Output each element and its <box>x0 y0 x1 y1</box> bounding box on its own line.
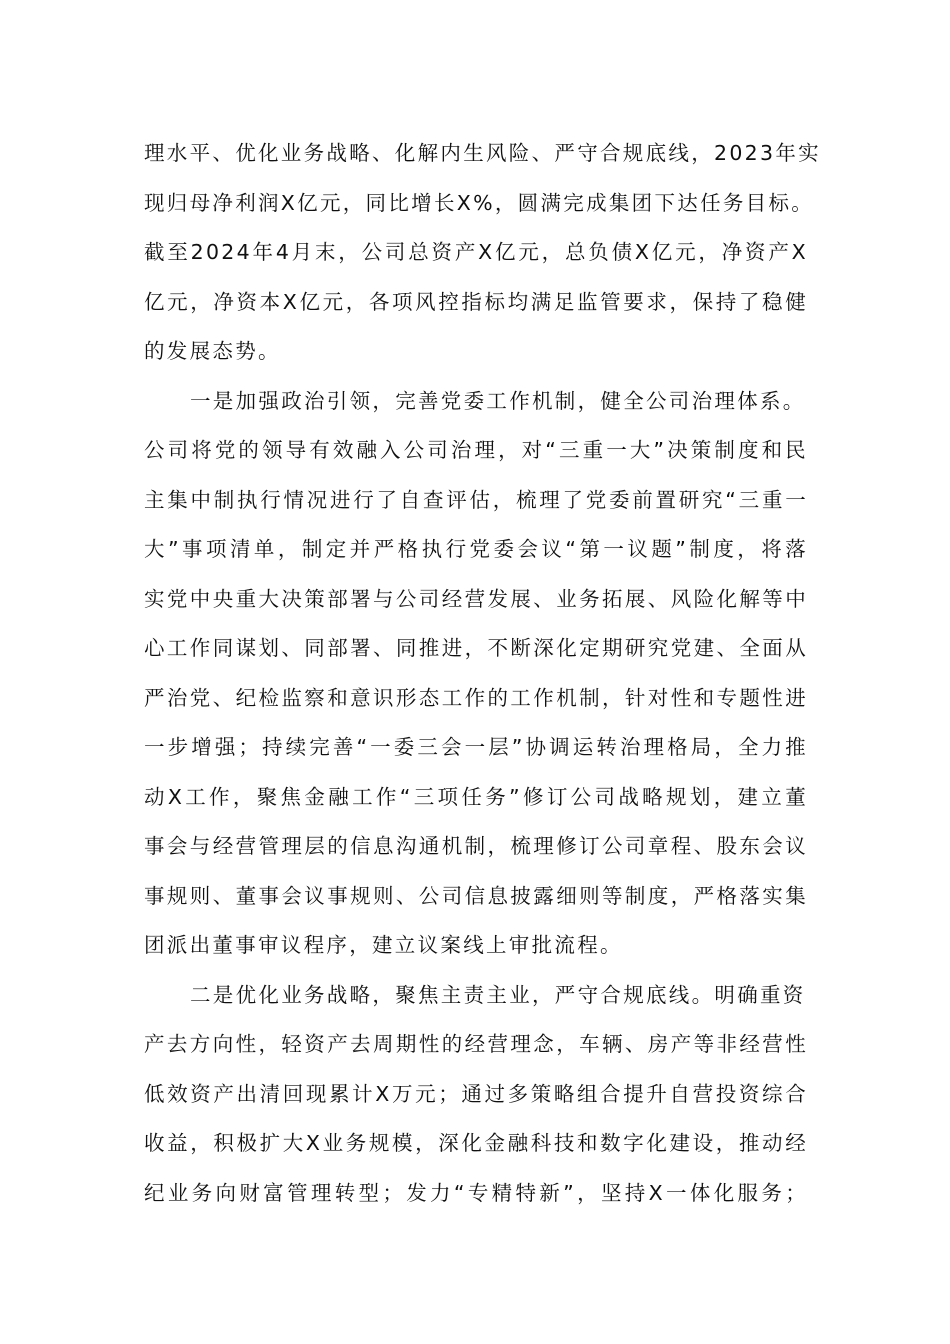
text-line: 严治党、纪检监察和意识形态工作的工作机制，针对性和专题性进 <box>144 686 808 710</box>
text-line: 动X工作，聚焦金融工作“三项任务”修订公司战略规划，建立董 <box>144 785 808 809</box>
text-line: 主集中制执行情况进行了自查评估，梳理了党委前置研究“三重一 <box>144 488 808 512</box>
text-line: 亿元，净资本X亿元，各项风控指标均满足监管要求，保持了稳健 <box>144 290 808 314</box>
text-line: 收益，积极扩大X业务规模，深化金融科技和数字化建设，推动经 <box>144 1131 808 1155</box>
text-line: 心工作同谋划、同部署、同推进，不断深化定期研究党建、全面从 <box>144 636 808 660</box>
paragraph-heading-line: 一是加强政治引领，完善党委工作机制，健全公司治理体系。 <box>190 389 806 413</box>
text-line: 理水平、优化业务战略、化解内生风险、严守合规底线，2023年实 <box>144 141 821 165</box>
text-line: 公司将党的领导有效融入公司治理，对“三重一大”决策制度和民 <box>144 438 808 462</box>
text-line: 产去方向性，轻资产去周期性的经营理念，车辆、房产等非经营性 <box>144 1032 808 1056</box>
text-line: 事会与经营管理层的信息沟通机制，梳理修订公司章程、股东会议 <box>144 834 808 858</box>
text-line: 实党中央重大决策部署与公司经营发展、业务拓展、风险化解等中 <box>144 587 808 611</box>
paragraph-heading-line: 二是优化业务战略，聚焦主责主业，严守合规底线。明确重资 <box>190 983 806 1007</box>
text-line: 事规则、董事会议事规则、公司信息披露细则等制度，严格落实集 <box>144 884 808 908</box>
text-line: 纪业务向财富管理转型；发力“专精特新”，坚持X一体化服务； <box>144 1181 808 1205</box>
text-line: 的发展态势。 <box>144 339 281 363</box>
text-line: 现归母净利润X亿元，同比增长X%，圆满完成集团下达任务目标。 <box>144 191 815 215</box>
text-line: 大”事项清单，制定并严格执行党委会议“第一议题”制度，将落 <box>144 537 808 561</box>
text-line: 一步增强；持续完善“一委三会一层”协调运转治理格局，全力推 <box>144 735 808 759</box>
text-line: 低效资产出清回现累计X万元；通过多策略组合提升自营投资综合 <box>144 1082 808 1106</box>
text-line: 截至2024年4月末，公司总资产X亿元，总负债X亿元，净资产X <box>144 240 808 264</box>
text-line: 团派出董事审议程序，建立议案线上审批流程。 <box>144 933 623 957</box>
